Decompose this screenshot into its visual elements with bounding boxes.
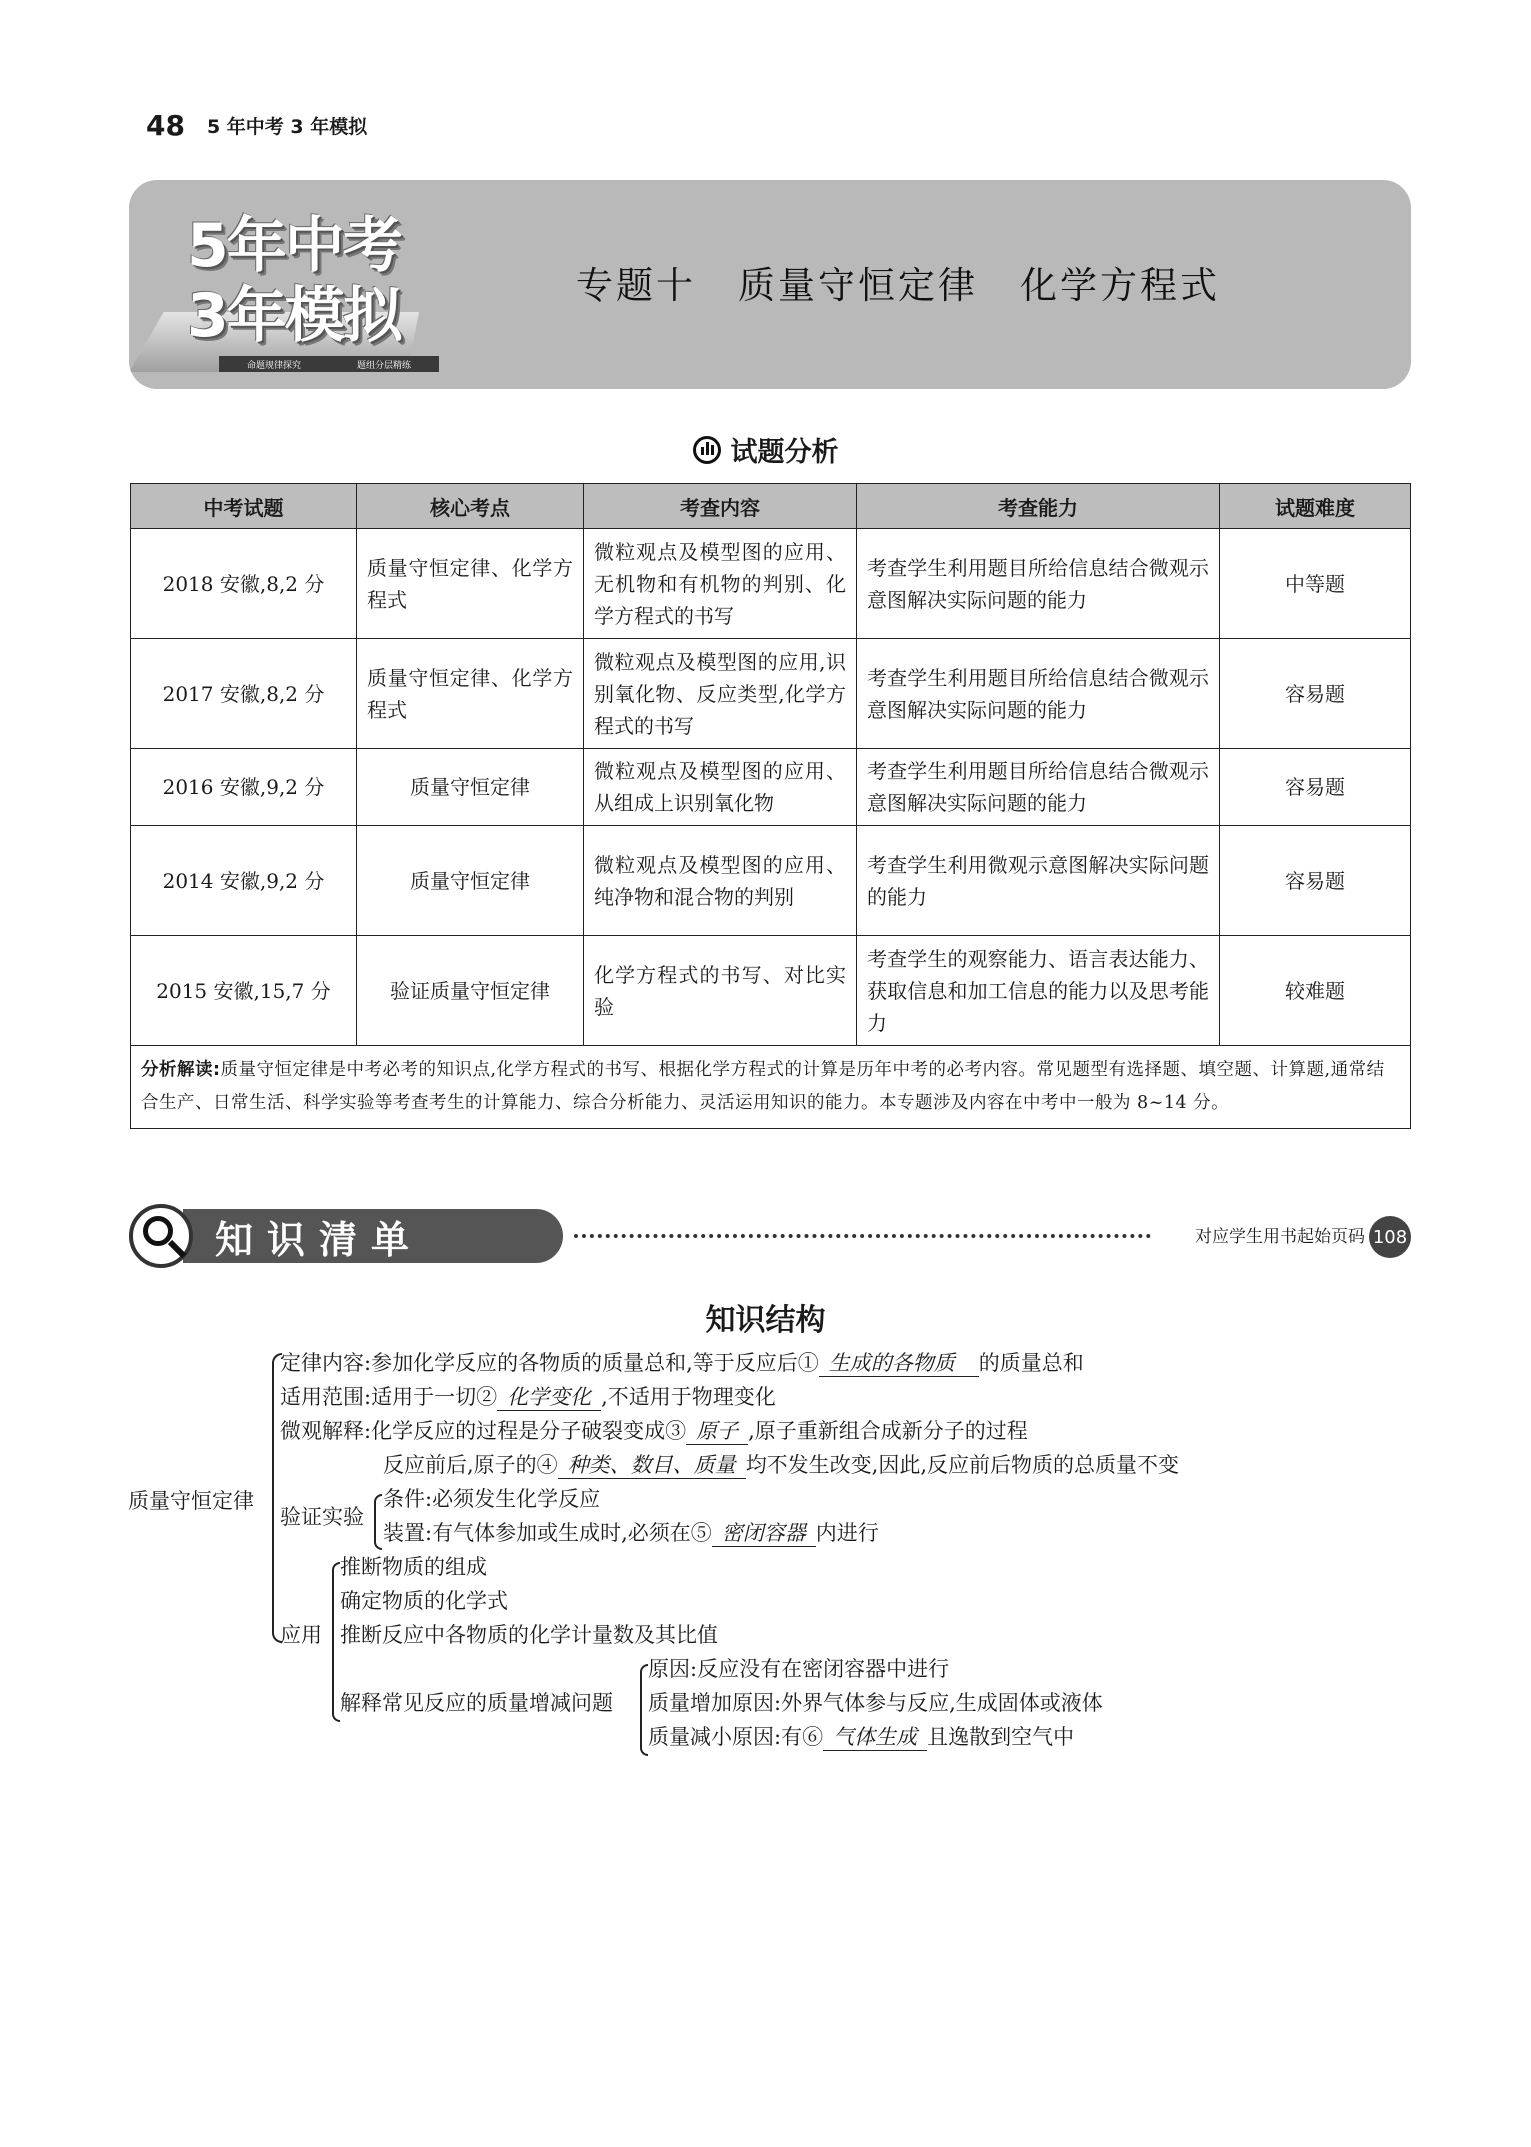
logo-tagline	[219, 356, 439, 372]
difficulty-cell: 容易题	[1220, 749, 1411, 826]
column-header: 考查能力	[857, 484, 1220, 529]
verify-condition: 条件:必须发生化学反应	[383, 1487, 601, 1511]
table-header-row	[131, 484, 1411, 529]
explain-reason: 原因:反应没有在密闭容器中进行	[648, 1657, 950, 1681]
scope-label: 适用范围:	[280, 1385, 372, 1409]
content-cell: 微粒观点及模型图的应用、从组成上识别氧化物	[584, 749, 857, 826]
apply-item-1: 推断物质的组成	[340, 1555, 487, 1579]
analysis-notes-row	[131, 1046, 1411, 1129]
verify-device-text: 装置:有气体参加或生成时,必须在⑤	[383, 1521, 712, 1545]
logo-line2: 3年模拟	[187, 281, 401, 351]
start-page-badge: 108	[1369, 1216, 1411, 1258]
column-header: 核心考点	[357, 484, 584, 529]
answer-2: 化学变化	[497, 1384, 601, 1411]
answer-3: 原子	[686, 1418, 748, 1445]
table-row	[131, 826, 1411, 936]
micro2-text-after: 均不发生改变,因此,反应前后物质的总质量不变	[745, 1453, 1180, 1477]
notes-label: 分析解读:	[141, 1060, 221, 1080]
dotted-leader	[574, 1234, 1151, 1238]
verify-device-line	[383, 1518, 879, 1548]
notes-text: 质量守恒定律是中考必考的知识点,化学方程式的书写、根据化学方程式的计算是历年中考的必考内容。常见题型有选择题、填空题、计算题,通常结合生产、日常生活、科学实验等考查考生的计算能力、综合分析能力、灵活运用知识的能力。本专题涉及内容在中考中一般为 8~14 分。	[141, 1060, 1385, 1113]
law-text: 参加化学反应的各物质的质量总和,等于反应后①	[371, 1351, 819, 1375]
micro-text: 化学反应的过程是分子破裂变成③	[371, 1419, 687, 1443]
column-header: 中考试题	[131, 484, 357, 529]
exam-cell: 2018 安徽,8,2 分	[131, 529, 357, 639]
exam-analysis-table	[130, 483, 1411, 1129]
apply-item-2: 确定物质的化学式	[340, 1589, 508, 1613]
exam-cell: 2017 安徽,8,2 分	[131, 639, 357, 749]
explain-decrease-line	[648, 1722, 1074, 1752]
law-text-after: 的质量总和	[978, 1351, 1084, 1375]
point-cell: 质量守恒定律、化学方程式	[357, 639, 584, 749]
page-number: 48	[146, 108, 185, 142]
apply-item-3: 推断反应中各物质的化学计量数及其比值	[340, 1623, 718, 1647]
magnifier-icon	[129, 1204, 193, 1268]
exam-cell: 2014 安徽,9,2 分	[131, 826, 357, 936]
explain-decrease-text: 质量减小原因:有⑥	[648, 1725, 824, 1749]
logo-line1: 5年中考	[187, 211, 401, 281]
bar-chart-icon	[693, 436, 721, 464]
micro2-text: 反应前后,原子的④	[383, 1453, 558, 1477]
start-page-label: 对应学生用书起始页码	[1195, 1227, 1365, 1247]
micro-label: 微观解释:	[280, 1419, 372, 1443]
topic-title	[576, 255, 1262, 309]
knowledge-list-bar	[129, 1204, 1411, 1268]
content-cell: 微粒观点及模型图的应用、纯净物和混合物的判别	[584, 826, 857, 936]
ability-cell: 考查学生利用微观示意图解决实际问题的能力	[857, 826, 1220, 936]
content-cell: 化学方程式的书写、对比实验	[584, 936, 857, 1046]
analysis-heading-text: 试题分析	[730, 437, 839, 468]
difficulty-cell: 中等题	[1220, 529, 1411, 639]
running-head	[146, 105, 367, 145]
scope-line	[280, 1382, 776, 1412]
content-cell: 微粒观点及模型图的应用,识别氧化物、反应类型,化学方程式的书写	[584, 639, 857, 749]
explain-label: 解释常见反应的质量增减问题	[340, 1691, 613, 1715]
root-node: 质量守恒定律	[128, 1489, 254, 1513]
law-line	[280, 1348, 1084, 1378]
column-header: 考查内容	[584, 484, 857, 529]
structure-title: 知识结构	[705, 1303, 826, 1338]
exam-cell: 2015 安徽,15,7 分	[131, 936, 357, 1046]
verify-brace	[374, 1494, 382, 1550]
topic-number: 专题十	[576, 264, 696, 307]
table-row	[131, 639, 1411, 749]
answer-5: 密闭容器	[712, 1520, 816, 1547]
column-header: 试题难度	[1220, 484, 1411, 529]
series-logo	[129, 180, 429, 389]
exam-cell: 2016 安徽,9,2 分	[131, 749, 357, 826]
difficulty-cell: 容易题	[1220, 826, 1411, 936]
knowledge-list-title: 知识清单	[183, 1209, 563, 1263]
micro-text-after: ,原子重新组合成新分子的过程	[748, 1419, 1028, 1443]
topic-name-2: 化学方程式	[1020, 264, 1220, 307]
apply-label: 应用	[280, 1623, 322, 1647]
table-row	[131, 749, 1411, 826]
scope-text-after: ,不适用于物理变化	[601, 1385, 776, 1409]
table-row	[131, 936, 1411, 1046]
ability-cell: 考查学生利用题目所给信息结合微观示意图解决实际问题的能力	[857, 529, 1220, 639]
point-cell: 质量守恒定律	[357, 826, 584, 936]
law-label: 定律内容:	[280, 1351, 372, 1375]
analysis-notes	[131, 1046, 1411, 1129]
point-cell: 验证质量守恒定律	[357, 936, 584, 1046]
scope-text: 适用于一切②	[371, 1385, 498, 1409]
logo-tag-1: 命题规律探究	[246, 360, 301, 371]
explain-decrease-after: 且逸散到空气中	[927, 1725, 1075, 1749]
answer-1: 生成的各物质	[819, 1350, 979, 1377]
content-cell: 微粒观点及模型图的应用、无机物和有机物的判别、化学方程式的书写	[584, 529, 857, 639]
logo-tag-2: 题组分层精练	[356, 360, 411, 371]
difficulty-cell: 容易题	[1220, 639, 1411, 749]
apply-brace	[332, 1562, 340, 1722]
book-title: 5 年中考 3 年模拟	[206, 115, 368, 138]
explain-increase: 质量增加原因:外界气体参与反应,生成固体或液体	[648, 1691, 1103, 1715]
explain-brace	[640, 1664, 648, 1756]
verify-device-after: 内进行	[815, 1521, 879, 1545]
micro-line	[280, 1416, 1028, 1446]
analysis-heading	[0, 430, 1531, 469]
answer-4: 种类、数目、质量	[558, 1452, 746, 1479]
answer-6: 气体生成	[823, 1724, 927, 1751]
point-cell: 质量守恒定律、化学方程式	[357, 529, 584, 639]
difficulty-cell: 较难题	[1220, 936, 1411, 1046]
topic-name: 质量守恒定律	[738, 264, 978, 307]
table-row	[131, 529, 1411, 639]
point-cell: 质量守恒定律	[357, 749, 584, 826]
ability-cell: 考查学生利用题目所给信息结合微观示意图解决实际问题的能力	[857, 749, 1220, 826]
ability-cell: 考查学生的观察能力、语言表达能力、获取信息和加工信息的能力以及思考能力	[857, 936, 1220, 1046]
verify-label: 验证实验	[280, 1505, 364, 1529]
ability-cell: 考查学生利用题目所给信息结合微观示意图解决实际问题的能力	[857, 639, 1220, 749]
topic-banner	[129, 180, 1411, 389]
micro2-line	[383, 1450, 1179, 1480]
